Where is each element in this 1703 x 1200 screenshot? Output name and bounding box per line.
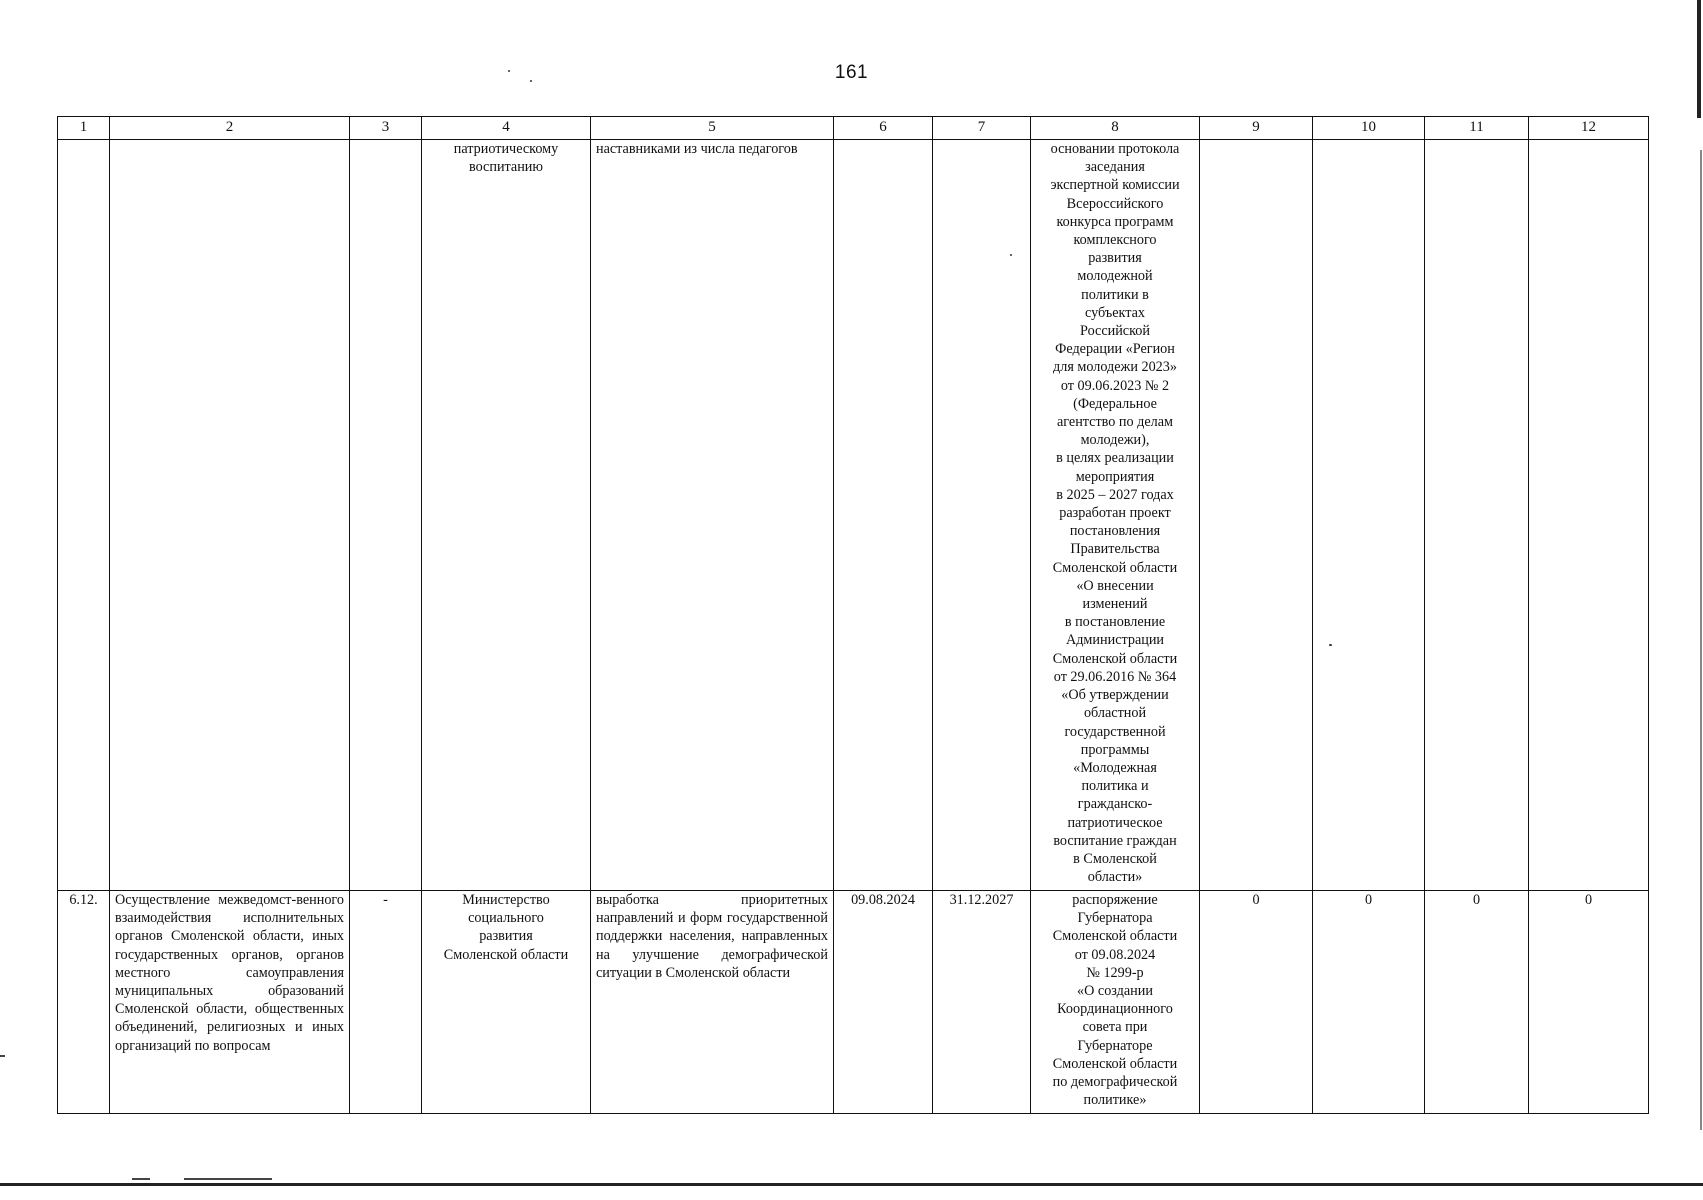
cell-executor: Министерство социального развития Смоленской области bbox=[422, 891, 591, 1114]
program-measures-table bbox=[57, 116, 1649, 1114]
cell-col3 bbox=[350, 140, 422, 891]
scan-edge-line bbox=[1700, 150, 1702, 1130]
column-number: 11 bbox=[1425, 117, 1529, 140]
table-row-continuation bbox=[58, 140, 1649, 891]
cell-number bbox=[58, 140, 110, 891]
scan-mark bbox=[0, 1055, 5, 1057]
cell-col10: 0 bbox=[1313, 891, 1425, 1114]
cell-implementation-status: распоряжение Губернатора Смоленской области от 09.08.2024 № 1299-р «О создании Координационного совета при Губернаторе Смоленской области по демографической политике» bbox=[1031, 891, 1200, 1114]
cell-col11 bbox=[1425, 140, 1529, 891]
cell-expected-result: наставниками из числа педагогов bbox=[591, 140, 834, 891]
column-number: 5 bbox=[591, 117, 834, 140]
column-number: 2 bbox=[110, 117, 350, 140]
scan-speck bbox=[530, 80, 532, 82]
column-number: 1 bbox=[58, 117, 110, 140]
column-number: 9 bbox=[1200, 117, 1313, 140]
column-number: 7 bbox=[933, 117, 1031, 140]
column-number: 3 bbox=[350, 117, 422, 140]
cell-implementation-status: основании протокола заседания экспертной комиссии Всероссийского конкурса программ комплексного развития молодежной политики в субъектах Российской Федерации «Регион для молодежи 2023» от 09.06.2023 № 2 (Федеральное агентство по делам молодежи), в целях реализации мероприятия в 2025 – 2027 годах разработан проект постановления Правительства Смоленской области «О внесении изменений в постановление Администрации Смоленской области от 29.06.2016 № 364 «Об утверждении областной государственной программы «Молодежная политика и гражданско- патриотическое воспитание граждан в Смоленской области» bbox=[1031, 140, 1200, 891]
cell-executor: патриотическому воспитанию bbox=[422, 140, 591, 891]
cell-start-date bbox=[834, 140, 933, 891]
cell-col9: 0 bbox=[1200, 891, 1313, 1114]
column-number: 4 bbox=[422, 117, 591, 140]
table-row-6-12 bbox=[58, 891, 1649, 1114]
column-number: 10 bbox=[1313, 117, 1425, 140]
cell-col9 bbox=[1200, 140, 1313, 891]
page-bottom-rule bbox=[0, 1183, 1703, 1186]
scan-mark bbox=[132, 1178, 150, 1180]
column-number-row bbox=[58, 117, 1649, 140]
cell-col12: 0 bbox=[1529, 891, 1649, 1114]
cell-col12 bbox=[1529, 140, 1649, 891]
column-number: 8 bbox=[1031, 117, 1200, 140]
cell-measure: Осуществление межведомст-венного взаимодействия исполнительных органов Смоленской области, иных государственных органов, органов местного самоуправления муниципальных образований Смоленской области, общественных объединений, религиозных и иных организаций по вопросам bbox=[110, 891, 350, 1114]
scan-edge-shadow bbox=[1697, 0, 1701, 118]
page-number: 161 bbox=[834, 62, 869, 83]
cell-measure bbox=[110, 140, 350, 891]
column-number: 12 bbox=[1529, 117, 1649, 140]
cell-start-date: 09.08.2024 bbox=[834, 891, 933, 1114]
scan-speck bbox=[508, 70, 510, 72]
cell-end-date bbox=[933, 140, 1031, 891]
scan-mark bbox=[184, 1178, 272, 1180]
cell-col3: - bbox=[350, 891, 422, 1114]
cell-number: 6.12. bbox=[58, 891, 110, 1114]
cell-col10 bbox=[1313, 140, 1425, 891]
column-number: 6 bbox=[834, 117, 933, 140]
cell-end-date: 31.12.2027 bbox=[933, 891, 1031, 1114]
cell-col11: 0 bbox=[1425, 891, 1529, 1114]
cell-expected-result: выработка приоритетных направлений и форм государственной поддержки населения, направленных на улучшение демографической ситуации в Смоленской области bbox=[591, 891, 834, 1114]
